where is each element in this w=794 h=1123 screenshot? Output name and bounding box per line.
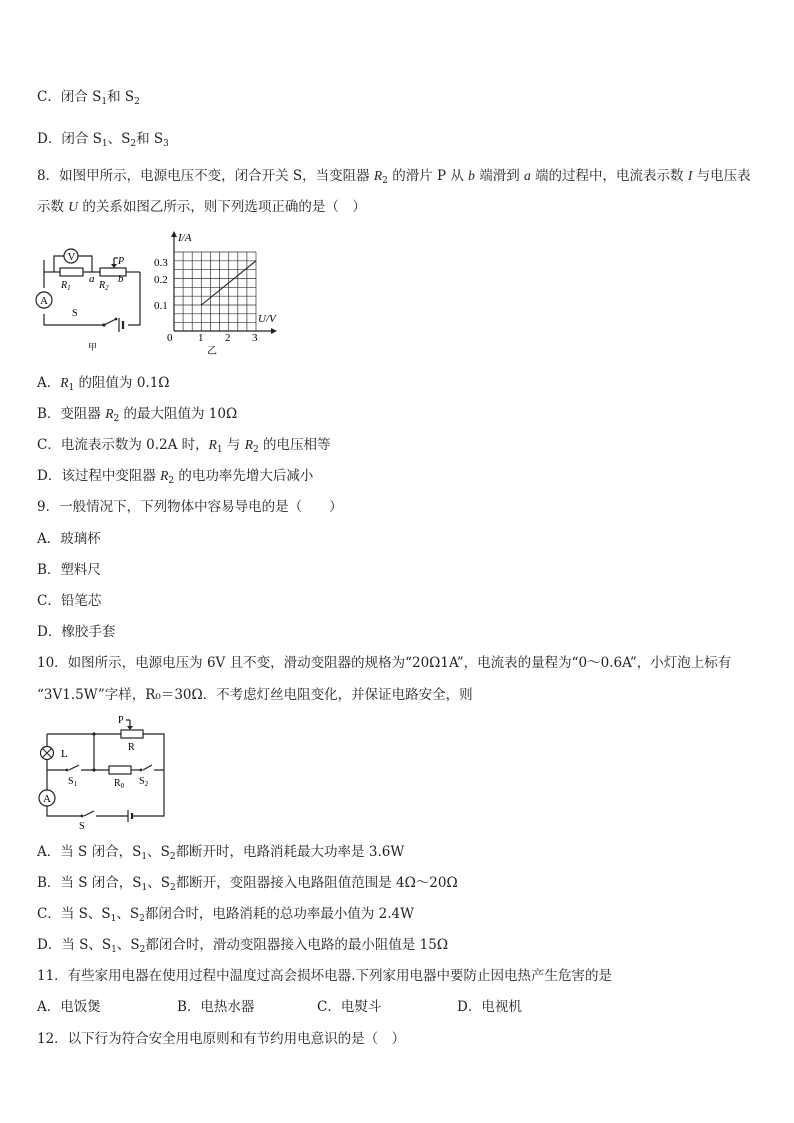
q9-option-c: C．铅笔芯 [37, 593, 102, 609]
slider-p-label: P [118, 256, 125, 267]
x-tick-0: 0 [167, 332, 173, 344]
q10-stem-line1: 10．如图所示，电源电压为 6V 且不变，滑动变阻器的规格为“20Ω1A”，电流表的量程为“0～0.6A”，小灯泡上标有 [37, 655, 732, 671]
q11-option-a: A．电饭煲 [37, 999, 101, 1015]
y-tick-0.1: 0.1 [154, 300, 168, 312]
y-axis-label: I/A [178, 232, 192, 244]
q11-option-c: C．电熨斗 [317, 999, 382, 1015]
y-tick-0.3: 0.3 [154, 257, 168, 269]
voltmeter-label: V [67, 251, 76, 263]
figure-jia-label: 甲 [88, 342, 98, 352]
q11-option-b: B．电热水器 [177, 999, 255, 1015]
resistor-r0-label: $R_0$ [114, 778, 125, 790]
q9-option-a: A．玻璃杯 [37, 531, 101, 547]
q11-option-d: D．电视机 [457, 999, 522, 1015]
terminal-b-label: b [118, 273, 124, 285]
q8-iu-graph [150, 228, 290, 358]
q10-slider-p-label: P [118, 715, 124, 726]
x-axis-label: U/V [258, 313, 276, 325]
q9-option-b: B．塑料尺 [37, 562, 101, 578]
q9-option-d: D．橡胶手套 [37, 624, 116, 640]
q10-stem-line2: “3V1.5W”字样，R₀＝30Ω．不考虑灯丝电阻变化，并保证电路安全，则 [37, 687, 473, 703]
lamp-l-label: L [61, 748, 68, 760]
q9-stem: 9．一般情况下，下列物体中容易导电的是（ ） [37, 499, 343, 515]
r2-label: $R_2$ [99, 280, 109, 292]
x-tick-3: 3 [252, 332, 258, 344]
q10-circuit-diagram [34, 712, 174, 832]
figure-yi-label: 乙 [207, 346, 217, 357]
q7-option-c: C．闭合 $S_1$和 $S_2$ [37, 89, 140, 107]
q11-options [37, 998, 597, 1016]
q7-option-d: D．闭合 $S_1$、$S_2$和 $S_3$ [37, 131, 169, 149]
r1-label: $R_1$ [61, 280, 71, 292]
y-tick-0.2: 0.2 [154, 274, 168, 286]
q12-stem: 12．以下行为符合安全用电原则和有节约用电意识的是（ ） [37, 1031, 406, 1047]
q8-stem-line2: 示数 U 的关系如图乙所示，则下列选项正确的是（ ） [37, 199, 366, 215]
q8-option-b: B．变阻器 $R_2$ 的最大阻值为 10Ω [37, 406, 238, 424]
q10-ammeter-label: A [43, 793, 51, 805]
q10-option-a: A．当 S 闭合，$S_1$、$S_2$都断开时，电路消耗最大功率是 3.6W [37, 844, 405, 862]
x-tick-2: 2 [225, 332, 231, 344]
terminal-a-label: a [89, 273, 95, 285]
q8-option-a: A．$R_1$ 的阻值为 0.1Ω [37, 375, 170, 393]
q8-option-c: C．电流表示数为 0.2A 时，$R_1$ 与 $R_2$ 的电压相等 [37, 437, 331, 455]
ammeter-label: A [40, 295, 48, 307]
q8-stem-line1: 8．如图甲所示，电源电压不变，闭合开关 S，当变阻器 $R_2$ 的滑片 P 从 b 端滑到 a 端的过程中，电流表示数 I 与电压表 [37, 168, 751, 186]
x-tick-1: 1 [198, 332, 204, 344]
q11-stem: 11．有些家用电器在使用过程中温度过高会损坏电器.下列家用电器中要防止因电热产生危害的是 [37, 968, 612, 984]
switch-s1-label: $S_1$ [68, 776, 78, 788]
rheostat-r-label: R [128, 742, 135, 753]
switch-s-label: S [72, 308, 78, 319]
q8-circuit-diagram [30, 232, 150, 357]
q8-option-d: D．该过程中变阻器 $R_2$ 的电功率先增大后减小 [37, 468, 314, 486]
q10-option-c: C．当 S、$S_1$、$S_2$都闭合时，电路消耗的总功率最小值为 2.4W [37, 906, 414, 924]
q10-option-d: D．当 S、$S_1$、$S_2$都闭合时，滑动变阻器接入电路的最小阻值是 15Ω [37, 937, 449, 955]
q10-switch-s-label: S [79, 821, 85, 832]
switch-s2-label: $S_2$ [139, 776, 149, 788]
q10-option-b: B．当 S 闭合，$S_1$、$S_2$都断开，变阻器接入电路阻值范围是 4Ω～20Ω [37, 875, 458, 893]
